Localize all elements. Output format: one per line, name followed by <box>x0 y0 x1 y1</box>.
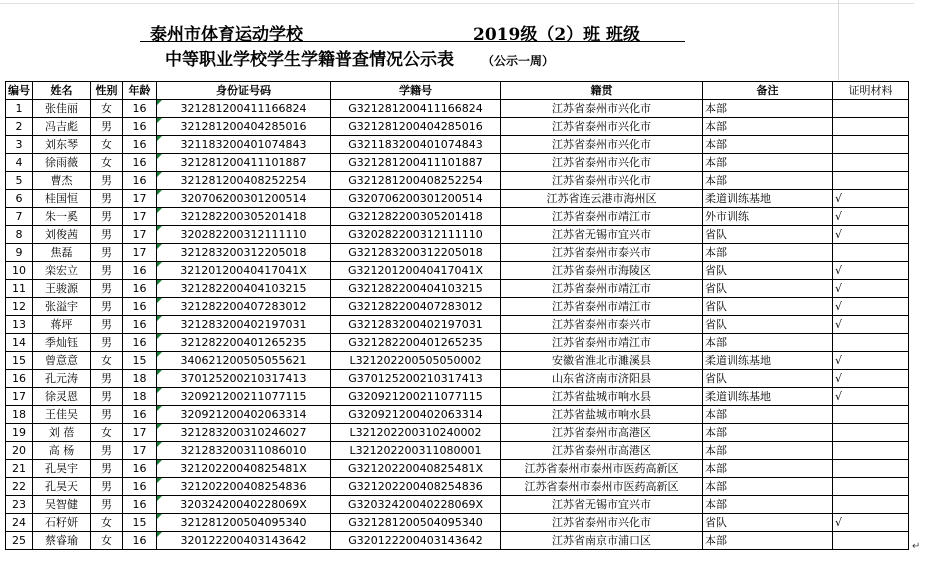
cell-student-id[interactable]: G321281200504095340 <box>331 514 501 532</box>
cell-remark[interactable]: 本部 <box>703 532 833 550</box>
table-row <box>6 172 909 190</box>
cell-proof[interactable] <box>833 154 909 172</box>
cell-proof[interactable] <box>833 406 909 424</box>
cell-sex[interactable]: 女 <box>91 136 123 154</box>
header-origin: 籍贯 <box>501 82 703 100</box>
cell-remark[interactable]: 本部 <box>703 172 833 190</box>
cell-origin[interactable]: 江苏省泰州市兴化市 <box>501 100 703 118</box>
cell-student-id[interactable]: G321283200402197031 <box>331 316 501 334</box>
cell-remark[interactable]: 本部 <box>703 100 833 118</box>
school-name: 泰州市体育运动学校 <box>150 25 303 45</box>
table-subtitle: 中等职业学校学生学籍普查情况公示表 <box>165 50 454 70</box>
cell-id-number[interactable]: 321283200311086010 <box>157 442 331 460</box>
cell-proof[interactable] <box>833 118 909 136</box>
cell-no[interactable]: 6 <box>6 190 33 208</box>
cell-student-id[interactable]: G321281200411166824 <box>331 100 501 118</box>
table-row <box>6 496 909 514</box>
publicity-note: （公示一周） <box>482 54 555 68</box>
cell-sex[interactable]: 男 <box>91 208 123 226</box>
cell-age[interactable]: 16 <box>123 118 157 136</box>
cell-remark[interactable]: 省队 <box>703 298 833 316</box>
cell-student-id[interactable]: G320282200312111110 <box>331 226 501 244</box>
cell-student-id[interactable]: G320921200402063314 <box>331 406 501 424</box>
cell-remark[interactable]: 本部 <box>703 424 833 442</box>
cell-student-id[interactable]: L321202200311080001 <box>331 442 501 460</box>
cell-name[interactable]: 王佳吴 <box>33 406 91 424</box>
table-row <box>6 406 909 424</box>
cell-name[interactable]: 张溢宇 <box>33 298 91 316</box>
cell-no[interactable]: 15 <box>6 352 33 370</box>
cell-remark[interactable]: 本部 <box>703 118 833 136</box>
cell-id-number[interactable]: 320282200312111110 <box>157 226 331 244</box>
cell-name[interactable]: 张佳丽 <box>33 100 91 118</box>
cell-proof[interactable]: √ <box>833 280 909 298</box>
header-name: 姓名 <box>33 82 91 100</box>
header-remark: 备注 <box>703 82 833 100</box>
header-proof: 证明材料 <box>833 82 909 100</box>
cell-age[interactable]: 16 <box>123 298 157 316</box>
table-row <box>6 532 909 550</box>
cell-name[interactable]: 孔元涛 <box>33 370 91 388</box>
cell-sex[interactable]: 女 <box>91 352 123 370</box>
cell-id-number[interactable]: 321282200401265235 <box>157 334 331 352</box>
cell-no[interactable]: 11 <box>6 280 33 298</box>
cell-age[interactable]: 16 <box>123 496 157 514</box>
cell-origin[interactable]: 江苏省泰州市高港区 <box>501 442 703 460</box>
cell-no[interactable]: 4 <box>6 154 33 172</box>
cell-student-id[interactable]: L321202200505050002 <box>331 352 501 370</box>
cell-no[interactable]: 23 <box>6 496 33 514</box>
cell-sex[interactable]: 男 <box>91 244 123 262</box>
table-row <box>6 352 909 370</box>
cell-proof[interactable]: √ <box>833 370 909 388</box>
cell-sex[interactable]: 女 <box>91 100 123 118</box>
cell-name[interactable]: 季灿钰 <box>33 334 91 352</box>
cell-age[interactable]: 16 <box>123 262 157 280</box>
table-row <box>6 118 909 136</box>
cell-age[interactable]: 16 <box>123 154 157 172</box>
table-row <box>6 136 909 154</box>
title-underline <box>140 41 685 42</box>
cell-no[interactable]: 14 <box>6 334 33 352</box>
cell-origin[interactable]: 江苏省泰州市兴化市 <box>501 172 703 190</box>
table-row <box>6 244 909 262</box>
cell-no[interactable]: 9 <box>6 244 33 262</box>
cell-student-id[interactable]: G321202200408254836 <box>331 478 501 496</box>
cell-id-number[interactable]: 32120220040825481X <box>157 460 331 478</box>
cell-name[interactable]: 孔昊宇 <box>33 460 91 478</box>
cell-remark[interactable]: 柔道训练基地 <box>703 190 833 208</box>
cell-id-number[interactable]: 321281200504095340 <box>157 514 331 532</box>
cell-remark[interactable]: 本部 <box>703 154 833 172</box>
cell-name[interactable]: 曹杰 <box>33 172 91 190</box>
header-no: 编号 <box>6 82 33 100</box>
cell-proof[interactable]: √ <box>833 190 909 208</box>
cell-no[interactable]: 17 <box>6 388 33 406</box>
cell-origin[interactable]: 江苏省泰州市靖江市 <box>501 298 703 316</box>
cell-no[interactable]: 18 <box>6 406 33 424</box>
table-row <box>6 460 909 478</box>
cell-age[interactable]: 16 <box>123 280 157 298</box>
cell-id-number[interactable]: 321281200411166824 <box>157 100 331 118</box>
cell-name[interactable]: 徐灵恩 <box>33 388 91 406</box>
cell-origin[interactable]: 江苏省泰州市兴化市 <box>501 514 703 532</box>
cell-no[interactable]: 21 <box>6 460 33 478</box>
cell-remark[interactable]: 本部 <box>703 334 833 352</box>
cell-no[interactable]: 16 <box>6 370 33 388</box>
cell-sex[interactable]: 女 <box>91 424 123 442</box>
cell-student-id[interactable]: G320706200301200514 <box>331 190 501 208</box>
cell-proof[interactable] <box>833 478 909 496</box>
cell-no[interactable]: 13 <box>6 316 33 334</box>
cell-student-id[interactable]: G321281200404285016 <box>331 118 501 136</box>
cell-age[interactable]: 16 <box>123 460 157 478</box>
cell-remark[interactable]: 省队 <box>703 262 833 280</box>
table-row <box>6 298 909 316</box>
cell-id-number[interactable]: 321202200408254836 <box>157 478 331 496</box>
cell-remark[interactable]: 柔道训练基地 <box>703 388 833 406</box>
cell-proof[interactable] <box>833 424 909 442</box>
cell-origin[interactable]: 江苏省无锡市宜兴市 <box>501 226 703 244</box>
cell-age[interactable]: 17 <box>123 190 157 208</box>
title-line-2 <box>165 45 554 69</box>
cell-age[interactable]: 16 <box>123 136 157 154</box>
header-id-number: 身份证号码 <box>157 82 331 100</box>
cell-student-id[interactable]: G321282200305201418 <box>331 208 501 226</box>
cell-sex[interactable]: 男 <box>91 460 123 478</box>
cell-origin[interactable]: 江苏省泰州市泰兴市 <box>501 316 703 334</box>
cell-proof[interactable] <box>833 136 909 154</box>
cell-age[interactable]: 18 <box>123 370 157 388</box>
cell-id-number[interactable]: 321281200404285016 <box>157 118 331 136</box>
cell-origin[interactable]: 江苏省泰州市靖江市 <box>501 208 703 226</box>
cell-no[interactable]: 19 <box>6 424 33 442</box>
cell-remark[interactable]: 本部 <box>703 244 833 262</box>
cell-no[interactable]: 5 <box>6 172 33 190</box>
cell-name[interactable]: 石籽妍 <box>33 514 91 532</box>
cell-name[interactable]: 孔昊天 <box>33 478 91 496</box>
cell-origin[interactable]: 江苏省泰州市靖江市 <box>501 334 703 352</box>
cell-id-number[interactable]: 321282200407283012 <box>157 298 331 316</box>
table-row <box>6 208 909 226</box>
cell-id-number[interactable]: 321281200411101887 <box>157 154 331 172</box>
cell-proof[interactable]: √ <box>833 316 909 334</box>
cell-no[interactable]: 8 <box>6 226 33 244</box>
cell-name[interactable]: 刘 蓓 <box>33 424 91 442</box>
cell-origin[interactable]: 江苏省盐城市响水县 <box>501 388 703 406</box>
cell-origin[interactable]: 安徽省淮北市濉溪县 <box>501 352 703 370</box>
cell-id-number[interactable]: 340621200505055621 <box>157 352 331 370</box>
cell-student-id[interactable]: G321282200407283012 <box>331 298 501 316</box>
cell-remark[interactable]: 本部 <box>703 442 833 460</box>
cell-name[interactable]: 刘俊茜 <box>33 226 91 244</box>
table-row <box>6 262 909 280</box>
cell-origin[interactable]: 山东省济南市济阳县 <box>501 370 703 388</box>
cell-sex[interactable]: 男 <box>91 262 123 280</box>
cell-age[interactable]: 16 <box>123 532 157 550</box>
cell-origin[interactable]: 江苏省无锡市宜兴市 <box>501 496 703 514</box>
cell-name[interactable]: 冯吉彪 <box>33 118 91 136</box>
cell-student-id[interactable]: L321202200310240002 <box>331 424 501 442</box>
cell-student-id[interactable]: G321281200411101887 <box>331 154 501 172</box>
cell-origin[interactable]: 江苏省泰州市兴化市 <box>501 154 703 172</box>
cell-proof[interactable]: √ <box>833 514 909 532</box>
cell-sex[interactable]: 男 <box>91 406 123 424</box>
cell-origin[interactable]: 江苏省泰州市兴化市 <box>501 136 703 154</box>
cell-proof[interactable]: √ <box>833 298 909 316</box>
cell-sex[interactable]: 男 <box>91 280 123 298</box>
cell-id-number[interactable]: 321281200408252254 <box>157 172 331 190</box>
class-name: 2019级（2）班 班级 <box>473 25 641 45</box>
table-row <box>6 154 909 172</box>
table-row <box>6 478 909 496</box>
cell-remark[interactable]: 省队 <box>703 514 833 532</box>
cell-id-number[interactable]: 321282200404103215 <box>157 280 331 298</box>
cell-remark[interactable]: 本部 <box>703 496 833 514</box>
cell-proof[interactable] <box>833 442 909 460</box>
cell-student-id[interactable]: G32120220040825481X <box>331 460 501 478</box>
cell-no[interactable]: 25 <box>6 532 33 550</box>
table-row <box>6 190 909 208</box>
cell-age[interactable]: 15 <box>123 514 157 532</box>
cell-id-number[interactable]: 370125200210317413 <box>157 370 331 388</box>
cell-proof[interactable] <box>833 496 909 514</box>
cell-proof[interactable]: √ <box>833 262 909 280</box>
cell-origin[interactable]: 江苏省泰州市泰州市医药高新区 <box>501 478 703 496</box>
cell-name[interactable]: 蔡睿瑜 <box>33 532 91 550</box>
cell-id-number[interactable]: 320921200211077115 <box>157 388 331 406</box>
table-row <box>6 316 909 334</box>
cell-id-number[interactable]: 321183200401074843 <box>157 136 331 154</box>
cell-origin[interactable]: 江苏省泰州市靖江市 <box>501 280 703 298</box>
cell-age[interactable]: 18 <box>123 388 157 406</box>
cell-id-number[interactable]: 32120120040417041X <box>157 262 331 280</box>
cell-no[interactable]: 2 <box>6 118 33 136</box>
cell-name[interactable]: 朱一奚 <box>33 208 91 226</box>
cell-remark[interactable]: 外市训练 <box>703 208 833 226</box>
cell-age[interactable]: 16 <box>123 334 157 352</box>
cell-proof[interactable] <box>833 244 909 262</box>
cell-student-id[interactable]: G321281200408252254 <box>331 172 501 190</box>
cell-student-id[interactable]: G32032420040228069X <box>331 496 501 514</box>
cell-student-id[interactable]: G320921200211077115 <box>331 388 501 406</box>
cell-age[interactable]: 16 <box>123 316 157 334</box>
cell-name[interactable]: 王骏源 <box>33 280 91 298</box>
cell-sex[interactable]: 男 <box>91 316 123 334</box>
cell-origin[interactable]: 江苏省泰州市泰州市医药高新区 <box>501 460 703 478</box>
table-row <box>6 388 909 406</box>
cell-remark[interactable]: 本部 <box>703 478 833 496</box>
cell-student-id[interactable]: G321183200401074843 <box>331 136 501 154</box>
cell-sex[interactable]: 女 <box>91 154 123 172</box>
cell-sex[interactable]: 男 <box>91 370 123 388</box>
cell-remark[interactable]: 本部 <box>703 136 833 154</box>
table-row <box>6 514 909 532</box>
paragraph-mark: ↵ <box>912 541 921 552</box>
cell-age[interactable]: 16 <box>123 478 157 496</box>
cell-student-id[interactable]: G320122200403143642 <box>331 532 501 550</box>
sheet-column-gridline <box>838 0 839 80</box>
cell-sex[interactable]: 男 <box>91 118 123 136</box>
cell-proof[interactable] <box>833 460 909 478</box>
cell-sex[interactable]: 男 <box>91 298 123 316</box>
student-roster-table <box>5 81 909 550</box>
cell-student-id[interactable]: G321283200312205018 <box>331 244 501 262</box>
cell-no[interactable]: 10 <box>6 262 33 280</box>
cell-id-number[interactable]: 320122200403143642 <box>157 532 331 550</box>
cell-sex[interactable]: 男 <box>91 442 123 460</box>
table-row <box>6 280 909 298</box>
cell-age[interactable]: 17 <box>123 208 157 226</box>
cell-age[interactable]: 17 <box>123 226 157 244</box>
cell-remark[interactable]: 本部 <box>703 406 833 424</box>
cell-id-number[interactable]: 320921200402063314 <box>157 406 331 424</box>
cell-proof[interactable]: √ <box>833 208 909 226</box>
cell-sex[interactable]: 男 <box>91 190 123 208</box>
cell-name[interactable]: 徐雨薇 <box>33 154 91 172</box>
cell-student-id[interactable]: G321282200404103215 <box>331 280 501 298</box>
header-student-id: 学籍号 <box>331 82 501 100</box>
cell-id-number[interactable]: 320706200301200514 <box>157 190 331 208</box>
cell-name[interactable]: 曾意意 <box>33 352 91 370</box>
cell-proof[interactable] <box>833 172 909 190</box>
cell-age[interactable]: 15 <box>123 352 157 370</box>
cell-student-id[interactable]: G321282200401265235 <box>331 334 501 352</box>
cell-proof[interactable]: √ <box>833 352 909 370</box>
cell-no[interactable]: 3 <box>6 136 33 154</box>
table-row <box>6 226 909 244</box>
cell-proof[interactable] <box>833 532 909 550</box>
table-row <box>6 334 909 352</box>
cell-remark[interactable]: 省队 <box>703 280 833 298</box>
cell-id-number[interactable]: 321283200310246027 <box>157 424 331 442</box>
cell-remark[interactable]: 省队 <box>703 316 833 334</box>
header-row <box>6 82 909 100</box>
cell-no[interactable]: 22 <box>6 478 33 496</box>
cell-no[interactable]: 24 <box>6 514 33 532</box>
cell-name[interactable]: 蒋坪 <box>33 316 91 334</box>
header-sex: 性别 <box>91 82 123 100</box>
cell-age[interactable]: 16 <box>123 172 157 190</box>
cell-sex[interactable]: 男 <box>91 496 123 514</box>
cell-name[interactable]: 吴智健 <box>33 496 91 514</box>
cell-remark[interactable]: 柔道训练基地 <box>703 352 833 370</box>
cell-sex[interactable]: 男 <box>91 478 123 496</box>
cell-name[interactable]: 高 杨 <box>33 442 91 460</box>
cell-proof[interactable] <box>833 334 909 352</box>
cell-sex[interactable]: 女 <box>91 514 123 532</box>
cell-id-number[interactable]: 32032420040228069X <box>157 496 331 514</box>
cell-origin[interactable]: 江苏省连云港市海州区 <box>501 190 703 208</box>
cell-age[interactable]: 16 <box>123 100 157 118</box>
cell-id-number[interactable]: 321283200312205018 <box>157 244 331 262</box>
title-line-1 <box>140 20 720 44</box>
cell-age[interactable]: 17 <box>123 424 157 442</box>
cell-no[interactable]: 20 <box>6 442 33 460</box>
table-row <box>6 442 909 460</box>
cell-name[interactable]: 刘东琴 <box>33 136 91 154</box>
cell-origin[interactable]: 江苏省盐城市响水县 <box>501 406 703 424</box>
sheet-top-gridline <box>0 3 914 4</box>
cell-origin[interactable]: 江苏省泰州市高港区 <box>501 424 703 442</box>
table-row <box>6 424 909 442</box>
cell-proof[interactable]: √ <box>833 388 909 406</box>
cell-age[interactable]: 17 <box>123 442 157 460</box>
cell-origin[interactable]: 江苏省泰州市海陵区 <box>501 262 703 280</box>
cell-sex[interactable]: 男 <box>91 388 123 406</box>
cell-proof[interactable]: √ <box>833 226 909 244</box>
cell-remark[interactable]: 省队 <box>703 370 833 388</box>
cell-age[interactable]: 17 <box>123 244 157 262</box>
cell-sex[interactable]: 女 <box>91 532 123 550</box>
cell-name[interactable]: 焦磊 <box>33 244 91 262</box>
cell-sex[interactable]: 男 <box>91 172 123 190</box>
cell-origin[interactable]: 江苏省南京市浦口区 <box>501 532 703 550</box>
cell-id-number[interactable]: 321283200402197031 <box>157 316 331 334</box>
cell-id-number[interactable]: 321282200305201418 <box>157 208 331 226</box>
cell-remark[interactable]: 省队 <box>703 226 833 244</box>
cell-student-id[interactable]: G32120120040417041X <box>331 262 501 280</box>
header-age: 年龄 <box>123 82 157 100</box>
cell-no[interactable]: 12 <box>6 298 33 316</box>
cell-no[interactable]: 7 <box>6 208 33 226</box>
table-body <box>6 100 909 550</box>
cell-sex[interactable]: 男 <box>91 334 123 352</box>
cell-name[interactable]: 栾宏立 <box>33 262 91 280</box>
table-row <box>6 100 909 118</box>
cell-age[interactable]: 16 <box>123 406 157 424</box>
cell-student-id[interactable]: G370125200210317413 <box>331 370 501 388</box>
cell-sex[interactable]: 男 <box>91 226 123 244</box>
cell-origin[interactable]: 江苏省泰州市兴化市 <box>501 118 703 136</box>
cell-no[interactable]: 1 <box>6 100 33 118</box>
cell-remark[interactable]: 本部 <box>703 460 833 478</box>
cell-origin[interactable]: 江苏省泰州市泰兴市 <box>501 244 703 262</box>
cell-proof[interactable] <box>833 100 909 118</box>
table-row <box>6 370 909 388</box>
cell-name[interactable]: 桂国恒 <box>33 190 91 208</box>
